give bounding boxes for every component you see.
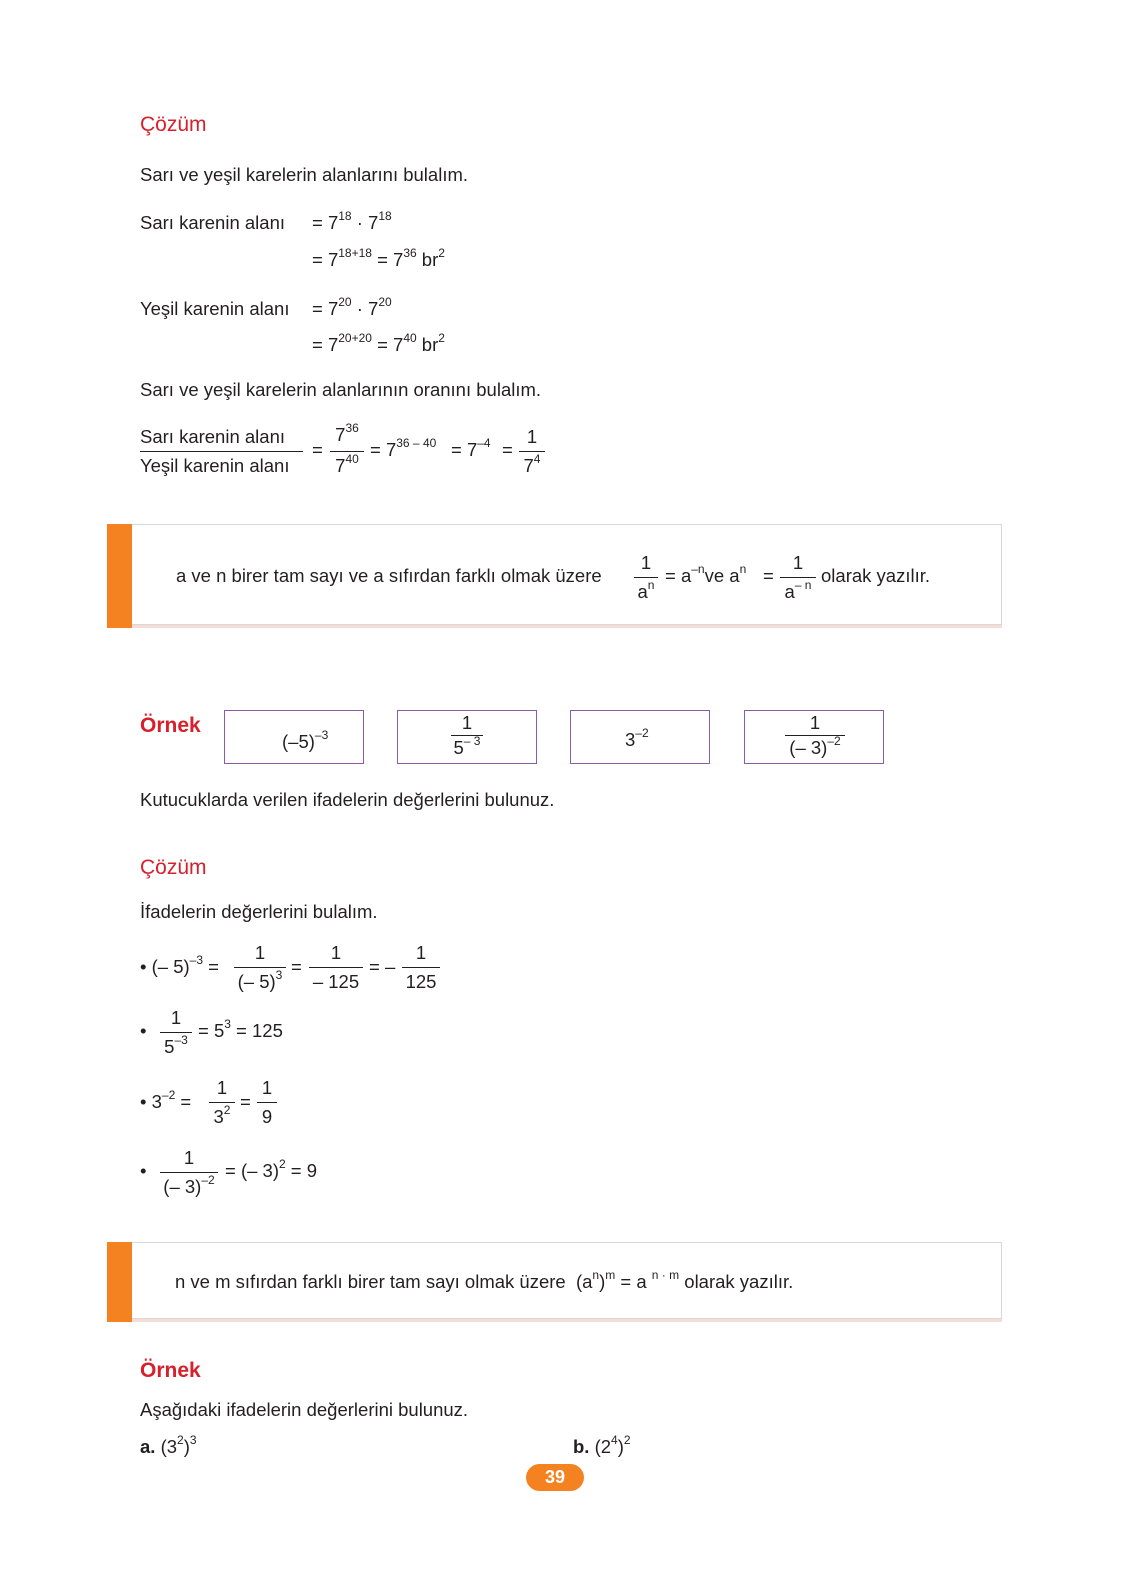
step3-eq2: = (240, 1091, 251, 1112)
page-number: 39 (526, 1464, 584, 1491)
step1-frac2: 1 – 125 (309, 942, 363, 993)
solution-heading: Çözüm (140, 113, 207, 136)
ratio-eq1: = (312, 439, 323, 460)
rule1-text-b: olarak yazılır. (821, 565, 930, 586)
solution-intro-2: İfadelerin değerlerini bulalım. (140, 901, 378, 922)
example-box-3 (570, 710, 710, 764)
ratio-result-fraction: 1 $7^4$ (519, 426, 545, 479)
box4-fraction: 1 (– 3)$^{-2}$ (785, 712, 845, 761)
example-heading-2: Örnek (140, 1359, 201, 1382)
step2-bullet: • (140, 1020, 147, 1041)
yellow-area-label: Sarı karenin alanı (140, 212, 286, 233)
step1-eq2: = (291, 956, 302, 977)
example2-item-b: b. $(2^4)^2$ (573, 1433, 631, 1457)
box2-fraction: 1 $5^{- 3}$ (451, 712, 483, 761)
rule1-mid: = $a^{-n}ve$ $a^n$ (665, 562, 747, 586)
box3-expr: $3^{-2}$ (625, 726, 649, 750)
rule1-text-a: a ve n birer tam sayı ve a sıfırdan farklı olmak üzere (176, 565, 602, 586)
step1-frac3: 1 125 (402, 942, 440, 993)
ratio-frac-powers: $7^{36}$ $7^{40}$ (330, 424, 364, 479)
rule-box-negative-exponent (107, 524, 1002, 625)
ratio-eq-last: = (502, 439, 513, 460)
rule-stripe (107, 524, 132, 628)
rule2-text: n ve m sıfırdan farklı birer tam sayı olmak üzere $(a^n)^m = a$ $^{n \cdot m}$ olarak yazılır. (175, 1268, 794, 1292)
solution-intro: Sarı ve yeşil karelerin alanlarını bulalım. (140, 164, 469, 185)
step4-result: = (– 3)$^2$ = 9 (225, 1157, 318, 1181)
green-area-label: Yeşil karenin alanı (140, 298, 290, 319)
step1-frac1: 1 (– 5)$^3$ (234, 942, 286, 995)
ratio-label-fraction: Sarı karenin alanı Yeşil karenin alanı (140, 426, 303, 477)
example-box-2 (397, 710, 537, 764)
step2-frac: 1 $5^{-3}$ (160, 1007, 192, 1060)
step2-result: = $5^3 = 125$ (198, 1017, 283, 1041)
rule1-frac1: 1 $a^n$ (634, 552, 658, 605)
example-heading: Örnek (140, 714, 201, 737)
step3-left: • $3^{-2}$ = (140, 1088, 192, 1112)
step4-frac: 1 (– 3)$^{-2}$ (160, 1147, 218, 1200)
ratio-intro: Sarı ve yeşil karelerin alanlarının oranını bulalım. (140, 379, 542, 400)
example2-instruction: Aşağıdaki ifadelerin değerlerini bulunuz. (140, 1399, 469, 1420)
step4-bullet: • (140, 1160, 147, 1181)
step3-frac2: 1 9 (257, 1077, 277, 1128)
box1-expr: $(-5)^{-3}$ (282, 728, 329, 752)
step1-left: • (– 5)$^{-3}$ = (140, 953, 219, 977)
yellow-area-line2: = $7^{18+18} = 7^{36}$ $br^2$ (312, 246, 445, 270)
example-box-1 (224, 710, 364, 764)
step1-eq3: = – (369, 956, 396, 977)
rule-stripe-2 (107, 1242, 132, 1322)
ratio-neg: = $7^{-4}$ (451, 436, 491, 460)
rule1-eq: = (763, 565, 774, 586)
example-box-4 (744, 710, 884, 764)
ratio-mid: = 7$^{36 - 40}$ (370, 436, 437, 460)
solution-heading-2: Çözüm (140, 856, 207, 879)
step3-frac1: 1 $3^2$ (209, 1077, 235, 1130)
rule1-frac2: 1 $a^{- n}$ (780, 552, 816, 605)
example-instruction: Kutucuklarda verilen ifadelerin değerlerini bulunuz. (140, 789, 555, 810)
green-area-line1: = $7^{20} \cdot 7^{20}$ (312, 295, 392, 319)
example2-item-a: a. $(3^2)^3$ (140, 1433, 197, 1457)
yellow-area-line1: = $7^{18} \cdot 7^{18}$ (312, 209, 392, 233)
rule-box-power-of-power (107, 1242, 1002, 1319)
green-area-line2: = $7^{20+20} = 7^{40}$ $br^2$ (312, 331, 445, 355)
